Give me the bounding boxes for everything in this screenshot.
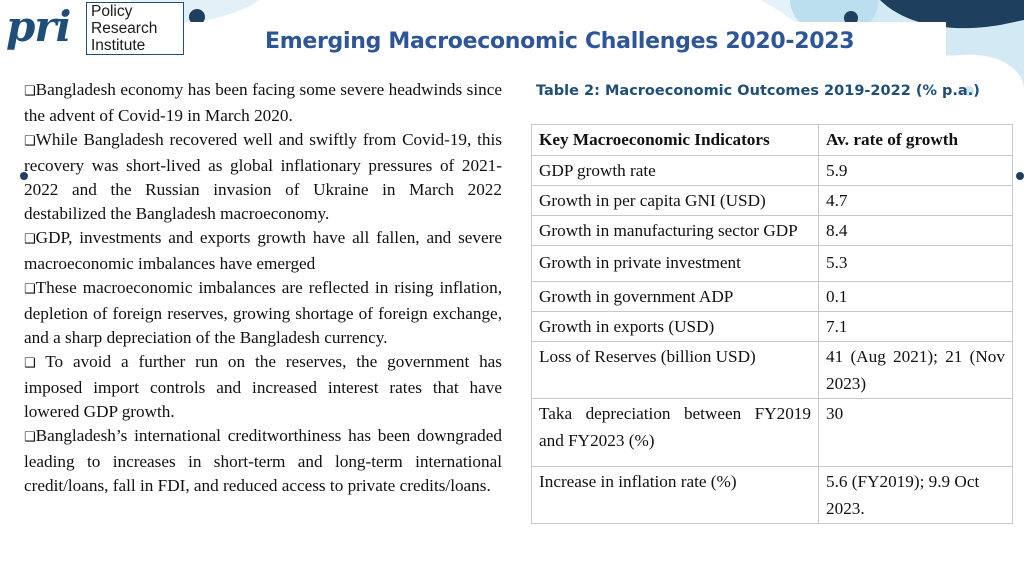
logo-line: Policy bbox=[91, 3, 133, 20]
checkbox-bullet-icon: ❑ bbox=[24, 134, 36, 149]
bullet-item: ❑While Bangladesh recovered well and swiftly from Covid-19, this recovery was short-lived as global inflationary pressures of 2021-2022 and the Russian invasion of Ukraine in March 2022 destabilized the Bangladesh macroeconomy. bbox=[24, 130, 502, 223]
indicator-cell: Growth in exports (USD) bbox=[532, 312, 819, 342]
bullet-list bbox=[24, 78, 502, 498]
bullet-item: ❑Bangladesh economy has been facing some severe headwinds since the advent of Covid-19 in March 2020. bbox=[24, 80, 502, 125]
indicator-cell: Loss of Reserves (billion USD) bbox=[532, 342, 819, 399]
table-row bbox=[532, 342, 1013, 399]
checkbox-bullet-icon: ❑ bbox=[24, 430, 36, 445]
indicator-cell: GDP growth rate bbox=[532, 156, 819, 186]
table-row bbox=[532, 216, 1013, 246]
bullet-item: ❑GDP, investments and exports growth have all fallen, and severe macroeconomic imbalances have emerged bbox=[24, 228, 502, 273]
value-cell: 0.1 bbox=[819, 282, 1013, 312]
bullet-item: ❑These macroeconomic imbalances are reflected in rising inflation, depletion of foreign reserves, growing shortage of foreign exchange, and a sharp depreciation of the Bangladesh currency. bbox=[24, 278, 502, 347]
column-header: Av. rate of growth bbox=[819, 125, 1013, 156]
value-cell: 41 (Aug 2021); 21 (Nov 2023) bbox=[819, 342, 1013, 399]
table-row bbox=[532, 156, 1013, 186]
value-cell: 5.3 bbox=[819, 246, 1013, 282]
bullet-item: ❑Bangladesh’s international creditworthiness has been downgraded leading to increases in short-term and long-term international credit/loans, fall in FDI, and reduced access to private credits/loans. bbox=[24, 426, 502, 495]
page-title: Emerging Macroeconomic Challenges 2020-2023 bbox=[265, 29, 855, 54]
table-row bbox=[532, 186, 1013, 216]
value-cell: 4.7 bbox=[819, 186, 1013, 216]
table-header-row bbox=[532, 125, 1013, 156]
indicator-cell: Growth in government ADP bbox=[532, 282, 819, 312]
bullet-item: ❑ To avoid a further run on the reserves, the government has imposed import controls and increased interest rates that have lowered GDP growth. bbox=[24, 352, 502, 421]
indicator-cell: Growth in per capita GNI (USD) bbox=[532, 186, 819, 216]
checkbox-bullet-icon: ❑ bbox=[24, 84, 36, 99]
logo-mark: pri bbox=[6, 2, 71, 51]
table-caption: Table 2: Macroeconomic Outcomes 2019-2022 (% p.a.) bbox=[536, 83, 980, 99]
checkbox-bullet-icon: ❑ bbox=[24, 282, 36, 297]
table-row bbox=[532, 399, 1013, 467]
indicator-cell: Growth in private investment bbox=[532, 246, 819, 282]
value-cell: 5.6 (FY2019); 9.9 Oct 2023. bbox=[819, 467, 1013, 524]
table-row bbox=[532, 282, 1013, 312]
table-row bbox=[532, 467, 1013, 524]
indicator-cell: Growth in manufacturing sector GDP bbox=[532, 216, 819, 246]
column-header: Key Macroeconomic Indicators bbox=[532, 125, 819, 156]
value-cell: 8.4 bbox=[819, 216, 1013, 246]
value-cell: 30 bbox=[819, 399, 1013, 467]
pri-logo bbox=[0, 0, 190, 64]
table-row bbox=[532, 312, 1013, 342]
logo-line: Institute bbox=[91, 37, 146, 54]
table-row bbox=[532, 246, 1013, 282]
value-cell: 7.1 bbox=[819, 312, 1013, 342]
logo-line: Research bbox=[91, 20, 158, 37]
value-cell: 5.9 bbox=[819, 156, 1013, 186]
indicator-cell: Increase in inflation rate (%) bbox=[532, 467, 819, 524]
checkbox-bullet-icon: ❑ bbox=[24, 356, 36, 371]
logo-wordmark bbox=[86, 2, 184, 55]
checkbox-bullet-icon: ❑ bbox=[24, 232, 36, 247]
macro-outcomes-table bbox=[531, 124, 1013, 524]
indicator-cell: Taka depreciation between FY2019 and FY2023 (%) bbox=[532, 399, 819, 467]
